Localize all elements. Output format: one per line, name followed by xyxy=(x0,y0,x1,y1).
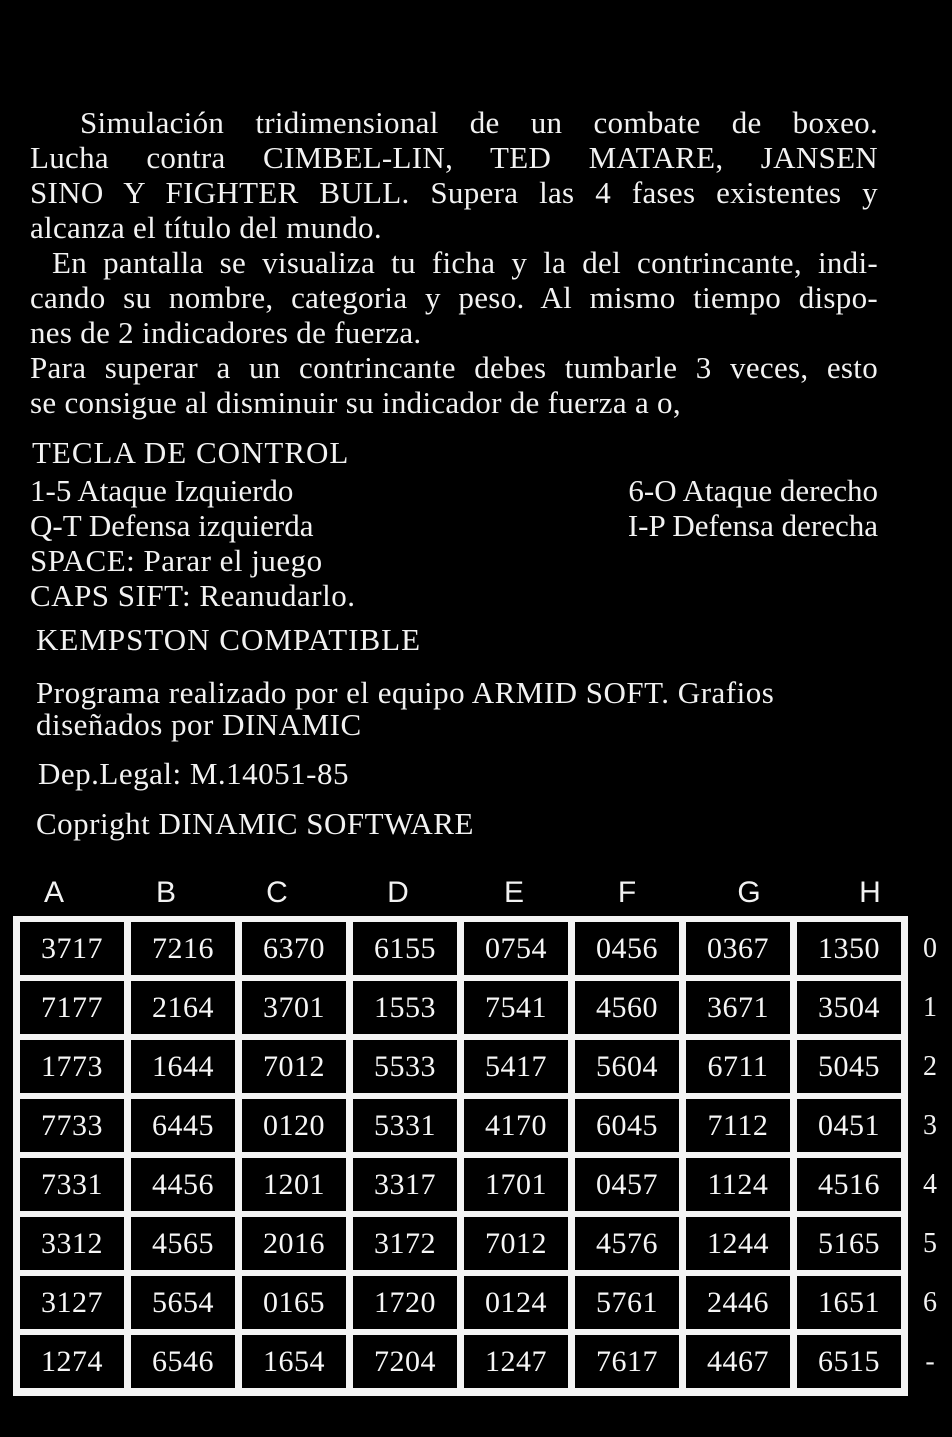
row-label: 2 xyxy=(923,1051,937,1082)
credits-line-2: diseñados por DINAMIC xyxy=(36,707,362,742)
column-header: B xyxy=(155,876,176,909)
table-row xyxy=(20,922,903,975)
controls-row-1 xyxy=(30,473,878,508)
table-row xyxy=(20,981,903,1034)
code-cell: 5761 xyxy=(575,1276,679,1329)
code-table-row-labels xyxy=(910,922,950,1394)
code-cell: 4560 xyxy=(575,981,679,1034)
code-cell: 3701 xyxy=(242,981,346,1034)
description-line: Simulación tridimensional de un combate de boxeo. xyxy=(80,105,878,140)
code-cell: 3717 xyxy=(20,922,124,975)
description-line: Lucha contra CIMBEL-LIN, TED MATARE, JANSEN xyxy=(30,140,878,175)
row-label: 6 xyxy=(923,1287,937,1318)
code-cell: 1553 xyxy=(353,981,457,1034)
row-label: 3 xyxy=(923,1110,937,1141)
code-cell: 1247 xyxy=(464,1335,568,1388)
description-line: nes de 2 indicadores de fuerza. xyxy=(30,315,422,350)
code-cell: 6370 xyxy=(242,922,346,975)
code-cell: 5417 xyxy=(464,1040,568,1093)
code-cell: 6546 xyxy=(131,1335,235,1388)
control-defense-left: Q-T Defensa izquierda xyxy=(30,508,314,543)
code-cell: 5045 xyxy=(797,1040,901,1093)
code-cell: 6045 xyxy=(575,1099,679,1152)
code-cell: 5165 xyxy=(797,1217,901,1270)
control-attack-right: 6-O Ataque derecho xyxy=(628,473,878,508)
code-cell: 0456 xyxy=(575,922,679,975)
code-cell: 3312 xyxy=(20,1217,124,1270)
control-attack-left: 1-5 Ataque Izquierdo xyxy=(30,473,294,508)
legal-deposit: Dep.Legal: M.14051-85 xyxy=(38,756,349,791)
code-cell: 1701 xyxy=(464,1158,568,1211)
column-header: H xyxy=(859,876,881,909)
code-cell: 6155 xyxy=(353,922,457,975)
table-row xyxy=(20,1099,903,1152)
code-cell: 5533 xyxy=(353,1040,457,1093)
column-header: G xyxy=(737,876,761,909)
code-cell: 2446 xyxy=(686,1276,790,1329)
code-cell: 1773 xyxy=(20,1040,124,1093)
code-cell: 7112 xyxy=(686,1099,790,1152)
control-defense-right: I-P Defensa derecha xyxy=(627,508,878,543)
code-cell: 1201 xyxy=(242,1158,346,1211)
description-line: se consigue al disminuir su indicador de fuerza a o, xyxy=(30,385,681,420)
code-cell: 4170 xyxy=(464,1099,568,1152)
code-cell: 1720 xyxy=(353,1276,457,1329)
code-cell: 7177 xyxy=(20,981,124,1034)
column-header: D xyxy=(387,876,409,909)
code-cell: 7012 xyxy=(242,1040,346,1093)
table-row xyxy=(20,1217,903,1270)
code-cell: 3504 xyxy=(797,981,901,1034)
copyright: Copright DINAMIC SOFTWARE xyxy=(36,806,474,841)
row-label: - xyxy=(925,1346,935,1377)
description-line: Para superar a un contrincante debes tumbarle 3 veces, esto xyxy=(30,350,878,385)
code-cell: 7617 xyxy=(575,1335,679,1388)
code-cell: 0457 xyxy=(575,1158,679,1211)
code-cell: 6515 xyxy=(797,1335,901,1388)
column-header: E xyxy=(503,876,524,909)
code-cell: 6445 xyxy=(131,1099,235,1152)
description-line: cando su nombre, categoria y peso. Al mismo tiempo dispo- xyxy=(30,280,878,315)
credits-line-1: Programa realizado por el equipo ARMID SOFT. Grafios xyxy=(36,675,775,710)
column-header: C xyxy=(266,876,288,909)
code-cell: 7216 xyxy=(131,922,235,975)
code-cell: 1651 xyxy=(797,1276,901,1329)
code-cell: 0124 xyxy=(464,1276,568,1329)
description-line: SINO Y FIGHTER BULL. Supera las 4 fases existentes y xyxy=(30,175,878,210)
code-cell: 0754 xyxy=(464,922,568,975)
code-cell: 0165 xyxy=(242,1276,346,1329)
code-cell: 7733 xyxy=(20,1099,124,1152)
description-line: En pantalla se visualiza tu ficha y la del contrincante, indi- xyxy=(52,245,878,280)
code-table-column-headers xyxy=(18,876,908,916)
code-cell: 6711 xyxy=(686,1040,790,1093)
code-cell: 4456 xyxy=(131,1158,235,1211)
table-row xyxy=(20,1276,903,1329)
code-cell: 3172 xyxy=(353,1217,457,1270)
control-resume: CAPS SIFT: Reanudarlo. xyxy=(30,578,356,613)
table-row xyxy=(20,1335,903,1388)
code-cell: 4576 xyxy=(575,1217,679,1270)
code-cell: 0120 xyxy=(242,1099,346,1152)
row-label: 1 xyxy=(923,992,937,1023)
code-cell: 3127 xyxy=(20,1276,124,1329)
row-label: 4 xyxy=(923,1169,937,1200)
code-cell: 4565 xyxy=(131,1217,235,1270)
code-cell: 3317 xyxy=(353,1158,457,1211)
code-cell: 3671 xyxy=(686,981,790,1034)
code-cell: 2164 xyxy=(131,981,235,1034)
control-pause: SPACE: Parar el juego xyxy=(30,543,323,578)
code-cell: 0367 xyxy=(686,922,790,975)
code-table xyxy=(13,916,908,1396)
code-cell: 7331 xyxy=(20,1158,124,1211)
code-cell: 4516 xyxy=(797,1158,901,1211)
column-header: F xyxy=(617,876,637,909)
code-cell: 5654 xyxy=(131,1276,235,1329)
game-description xyxy=(30,105,878,420)
code-cell: 7541 xyxy=(464,981,568,1034)
controls-row-2 xyxy=(30,508,878,543)
table-row xyxy=(20,1158,903,1211)
code-cell: 4467 xyxy=(686,1335,790,1388)
code-table-grid xyxy=(20,922,903,1394)
row-label: 0 xyxy=(923,933,937,964)
code-cell: 1244 xyxy=(686,1217,790,1270)
row-label: 5 xyxy=(923,1228,937,1259)
column-header: A xyxy=(43,876,64,909)
code-cell: 2016 xyxy=(242,1217,346,1270)
code-cell: 1274 xyxy=(20,1335,124,1388)
code-cell: 1124 xyxy=(686,1158,790,1211)
description-line: alcanza el título del mundo. xyxy=(30,210,382,245)
code-cell: 0451 xyxy=(797,1099,901,1152)
code-cell: 7204 xyxy=(353,1335,457,1388)
table-row xyxy=(20,1040,903,1093)
code-cell: 1644 xyxy=(131,1040,235,1093)
code-cell: 5331 xyxy=(353,1099,457,1152)
code-cell: 1654 xyxy=(242,1335,346,1388)
compat-note: KEMPSTON COMPATIBLE xyxy=(36,622,422,657)
code-cell: 1350 xyxy=(797,922,901,975)
controls-heading: TECLA DE CONTROL xyxy=(32,435,350,470)
code-cell: 5604 xyxy=(575,1040,679,1093)
code-cell: 7012 xyxy=(464,1217,568,1270)
